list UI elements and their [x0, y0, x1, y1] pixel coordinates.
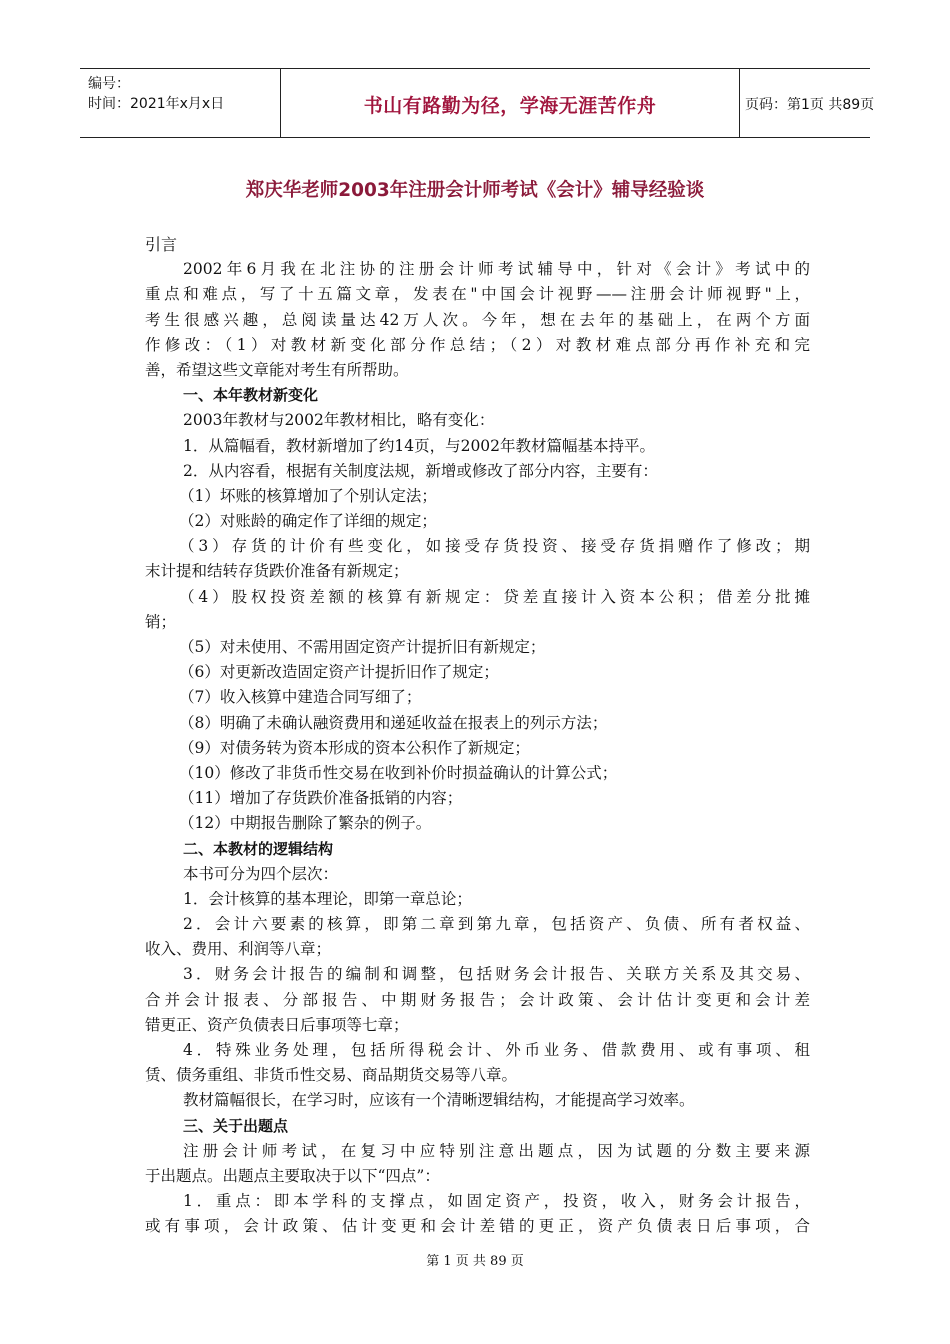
paragraph-line: 善，希望这些文章能对考生有所帮助。	[145, 360, 409, 379]
list-item-continued: 销；	[145, 612, 177, 631]
paragraph-line: 合并会计报表、分部报告、中期财务报告；会计政策、会计估计变更和会计差	[145, 990, 810, 1009]
paragraph-line: 2．会计六要素的核算，即第二章到第九章，包括资产、负债、所有者权益、	[183, 915, 810, 934]
paragraph-line: 注册会计师考试，在复习中应特别注意出题点，因为试题的分数主要来源	[183, 1141, 810, 1160]
paragraph-line: 3．财务会计报告的编制和调整，包括财务会计报告、关联方关系及其交易、	[183, 965, 810, 984]
list-item: （9）对债务转为资本形成的资本公积作了新规定；	[179, 738, 530, 757]
list-item: （6）对更新改造固定资产计提折旧作了规定；	[179, 663, 499, 682]
time-label: 时间：2021年x月x日	[88, 96, 225, 112]
paragraph-line: 重点和难点，写了十五篇文章，发表在"中国会计视野——注册会计师视野"上，	[145, 285, 810, 304]
paragraph-line: 赁、债务重组、非货币性交易、商品期货交易等八章。	[145, 1066, 518, 1085]
document-title: 郑庆华老师2003年注册会计师考试《会计》辅导经验谈	[245, 180, 705, 201]
paragraph-line: 1．从篇幅看，教材新增加了约14页，与2002年教材篇幅基本持平。	[183, 436, 656, 455]
paragraph-line: 1．重点：即本学科的支撑点，如固定资产，投资，收入，财务会计报告，	[183, 1192, 810, 1211]
list-item: （12）中期报告删除了繁杂的例子。	[179, 814, 432, 833]
paragraph-line: 考生很感兴趣，总阅读量达42万人次。今年，想在去年的基础上，在两个方面	[145, 310, 810, 329]
header-table	[80, 68, 875, 138]
paragraph-line: 1．会计核算的基本理论，即第一章总论；	[183, 889, 472, 908]
list-item: （10）修改了非货币性交易在收到补价时损益确认的计算公式；	[179, 763, 618, 782]
header-meta	[80, 69, 280, 137]
list-item: （3）存货的计价有些变化，如接受存货投资、接受存货捐赠作了修改；期	[179, 537, 810, 556]
section-heading: 一、本年教材新变化	[183, 386, 319, 405]
list-item: （8）明确了未确认融资费用和递延收益在报表上的列示方法；	[179, 713, 608, 732]
page-info: 页码：第1页 共89页	[745, 97, 875, 113]
header-page-cell	[739, 69, 875, 137]
paragraph-line: 于出题点。出题点主要取决于以下“四点”：	[145, 1166, 440, 1185]
list-item: （1）坏账的核算增加了个别认定法；	[179, 486, 437, 505]
list-item: （5）对未使用、不需用固定资产计提折旧有新规定；	[179, 638, 546, 656]
paragraph-line: 4．特殊业务处理，包括所得税会计、外币业务、借款费用、或有事项、租	[183, 1041, 810, 1059]
number-label: 编号：	[88, 76, 130, 92]
list-item-continued: 末计提和结转存货跌价准备有新规定；	[145, 562, 409, 581]
section-heading: 三、关于出题点	[183, 1116, 289, 1135]
paragraph-line: 2．从内容看，根据有关制度法规，新增或修改了部分内容，主要有：	[183, 461, 658, 480]
list-item: （7）收入核算中建造合同写细了；	[179, 688, 422, 707]
list-item: （4）股权投资差额的核算有新规定：贷差直接计入资本公积；借差分批摊	[179, 587, 810, 606]
paragraph-line: 本书可分为四个层次：	[183, 864, 339, 883]
list-item: （2）对账龄的确定作了详细的规定；	[179, 512, 437, 531]
header-motto-cell	[280, 69, 740, 137]
page-footer: 第 1 页 共 89 页	[426, 1254, 524, 1269]
paragraph-line: 2003年教材与2002年教材相比，略有变化：	[183, 411, 495, 430]
motto: 书山有路勤为径，学海无涯苦作舟	[363, 95, 657, 117]
document-body	[145, 232, 810, 1240]
list-item: （11）增加了存货跌价准备抵销的内容；	[179, 789, 463, 808]
section-intro-heading: 引言	[145, 235, 178, 254]
paragraph-line: 教材篇幅很长，在学习时，应该有一个清晰逻辑结构，才能提高学习效率。	[183, 1091, 695, 1110]
section-heading: 二、本教材的逻辑结构	[183, 839, 334, 858]
paragraph-line: 收入、费用、利润等八章；	[145, 940, 332, 959]
paragraph-line: 2002年6月我在北注协的注册会计师考试辅导中，针对《会计》考试中的	[183, 260, 810, 279]
paragraph-line: 或有事项，会计政策、估计变更和会计差错的更正，资产负债表日后事项，合	[145, 1217, 810, 1236]
paragraph-line: 作修改：（1）对教材新变化部分作总结；（2）对教材难点部分再作补充和完	[145, 335, 810, 354]
paragraph-line: 错更正、资产负债表日后事项等七章；	[145, 1015, 409, 1034]
